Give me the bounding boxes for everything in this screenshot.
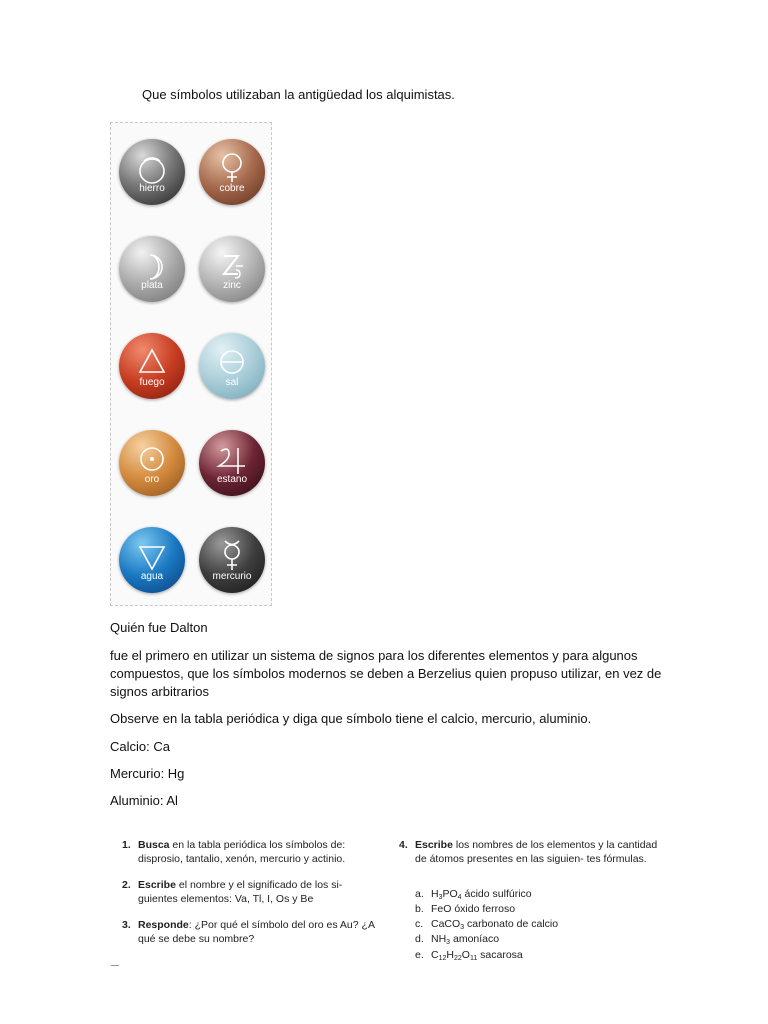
sun-gold-icon (119, 430, 185, 496)
triangle-up-fire-icon (119, 333, 185, 399)
exercise-1 (122, 838, 384, 868)
option-formula: FeO (431, 903, 452, 915)
exercise-text: en la tabla periódica los símbolos de: disprosio, tantalio, xenón, mercurio y actinio. (138, 839, 346, 865)
symbol-mercurio (199, 527, 265, 593)
exercise-number: 3. (122, 919, 131, 931)
exercise-verb: Escribe (415, 839, 453, 851)
symbol-agua (119, 527, 185, 593)
option-letter: e. (415, 949, 424, 961)
symbol-estano (199, 430, 265, 496)
jupiter-tin-icon (199, 430, 265, 496)
mercury-icon (199, 527, 265, 593)
option-text: carbonato de calcio (467, 918, 559, 930)
exercise-number: 1. (122, 839, 131, 851)
symbol-label: cobre (219, 183, 245, 194)
answer-calcio: Calcio: Ca (110, 739, 170, 754)
option-letter: d. (415, 933, 424, 945)
exercise-text: los nombres de los elementos y la cantidad de átomos presentes en las siguien- tes fórmulas. (415, 839, 658, 865)
symbol-label: hierro (139, 183, 165, 194)
option-text: sacarosa (480, 949, 523, 961)
formula-option-c: c. CaCO$_3$ carbonato de calcio (415, 918, 559, 931)
exercise-3 (122, 918, 384, 948)
answer-aluminio: Aluminio: Al (110, 793, 178, 808)
option-text: amoníaco (453, 933, 500, 945)
mars-iron-icon (119, 139, 185, 205)
option-letter: a. (415, 888, 424, 900)
scan-mark (111, 965, 119, 969)
circle-bar-salt-icon (199, 333, 265, 399)
symbol-hierro (119, 139, 185, 205)
exercise-text: : ¿Por qué el símbolo del oro es Au? ¿A qué se debe su nombre? (138, 919, 375, 945)
option-letter: c. (415, 918, 424, 930)
symbol-sal (199, 333, 265, 399)
exercise-text: el nombre y el significado de los si- guientes elementos: Va, Tl, I, Os y Be (138, 879, 343, 905)
question-title: Que símbolos utilizaban la antigüedad los alquimistas. (142, 87, 455, 102)
symbol-label: sal (225, 377, 239, 388)
exercise-verb: Busca (138, 839, 170, 851)
observe-instruction: Observe en la tabla periódica y diga que símbolo tiene el calcio, mercurio, aluminio. (110, 711, 592, 726)
exercise-4 (399, 838, 661, 883)
option-letter: b. (415, 903, 424, 915)
alchemy-symbols-image (110, 122, 272, 606)
dalton-question: Quién fue Dalton (110, 620, 208, 635)
option-text: ácido sulfúrico (464, 888, 532, 900)
symbol-label: estano (216, 474, 248, 485)
symbol-label: fuego (139, 377, 165, 388)
symbol-label: mercurio (212, 571, 252, 582)
triangle-down-water-icon (119, 527, 185, 593)
formula-option-b (415, 902, 515, 916)
exercise-number: 4. (399, 839, 408, 851)
formula-option-d: d. $NH_3$ amoníaco (415, 933, 500, 946)
exercise-verb: Responde (138, 919, 189, 931)
symbol-label: agua (140, 571, 164, 582)
symbol-plata (119, 236, 185, 302)
exercise-2 (122, 878, 384, 908)
moon-silver-icon (119, 236, 185, 302)
symbol-zinc (199, 236, 265, 302)
dalton-answer: fue el primero en utilizar un sistema de signos para los diferentes elementos y para algunos compuestos, que los símbolos modernos se deben a Berzelius quien propuso utilizar, en vez de signos arbitrarios (110, 648, 662, 699)
symbol-label: oro (144, 474, 160, 485)
exercise-verb: Escribe (138, 879, 176, 891)
zinc-icon (199, 236, 265, 302)
formula-option-a: a. $H_3PO_4$ ácido sulfúrico (415, 888, 532, 901)
symbol-cobre (199, 139, 265, 205)
venus-copper-icon (199, 139, 265, 205)
symbol-fuego (119, 333, 185, 399)
exercise-number: 2. (122, 879, 131, 891)
symbol-oro (119, 430, 185, 496)
answer-mercurio: Mercurio: Hg (110, 766, 185, 781)
symbol-label: zinc (223, 280, 241, 291)
option-text: óxido ferroso (454, 903, 516, 915)
symbol-label: plata (141, 280, 163, 291)
formula-option-e: e. $C_{12}H_{22}O_{11}$ sacarosa (415, 949, 523, 962)
